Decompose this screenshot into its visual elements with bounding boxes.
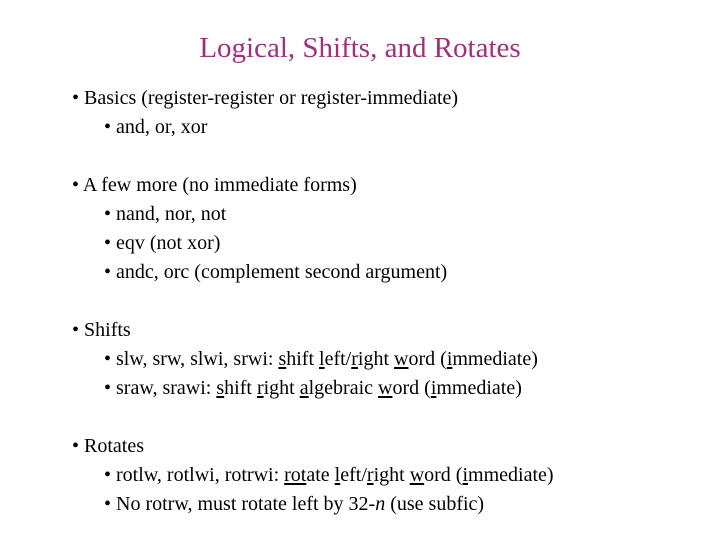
text-fragment: ate [306,464,335,486]
sub-bullet-sraw [72,374,712,403]
text-fragment: ight [373,464,410,486]
mnemonic-letter: w [394,348,409,370]
text-fragment: ord ( [424,464,463,486]
sub-bullet-andc [72,258,712,287]
rotate-item-prefix: rotlw, rotlwi, rotrwi: [116,464,285,486]
rotate-item-text [116,464,554,486]
slide-body [72,84,712,519]
mnemonic-letter: s [216,377,225,399]
mnemonic-letter: i [462,464,469,486]
mnemonic-letter: r [256,377,264,399]
text-fragment: ight [263,377,300,399]
mnemonic-letter: rot [284,464,307,486]
text-fragment: mmediate) [436,377,522,399]
bullet-basics [72,84,712,113]
bullet-marker: • [104,261,112,283]
text-fragment: mmediate) [452,348,538,370]
text-fragment: lgebraic [308,377,379,399]
text-fragment: hift [224,377,257,399]
bullet-marker: • [104,203,112,225]
bullet-shifts [72,316,712,345]
text-fragment: hift [286,348,320,370]
mnemonic-letter: w [409,464,425,486]
sub-bullet-eqv [72,229,712,258]
bullet-marker: • [72,174,80,196]
slide-title: Logical, Shifts, and Rotates [199,32,521,64]
text-fragment: (use subfic) [385,493,485,515]
bullet-rotates [72,432,712,461]
mnemonic-letter: i [446,348,453,370]
few-more-heading: A few more (no immediate forms) [82,174,357,196]
sub-bullet-rotlw [72,461,712,490]
mnemonic-letter: i [430,377,437,399]
spacer [72,287,712,316]
bullet-marker: • [72,435,80,457]
basics-heading: Basics (register-register or register-immediate) [84,87,459,109]
bullet-marker: • [72,87,80,109]
shift-item-text [116,377,522,399]
bullet-marker: • [104,348,112,370]
bullet-few-more [72,171,712,200]
mnemonic-letter: a [299,377,309,399]
shift-item-prefix: sraw, srawi: [116,377,217,399]
text-fragment: ord ( [392,377,431,399]
bullet-marker: • [104,493,112,515]
shift-item-text [116,348,538,370]
bullet-marker: • [72,319,80,341]
mnemonic-letter: r [351,348,358,370]
mnemonic-letter: s [278,348,287,370]
few-more-item: eqv (not xor) [116,232,221,254]
shifts-heading: Shifts [84,319,131,341]
text-fragment: ight [357,348,395,370]
rotate-item-text [116,493,484,515]
text-fragment: eft/ [340,464,367,486]
variable-n: n [375,493,386,515]
bullet-marker: • [104,232,112,254]
spacer [72,142,712,171]
sub-bullet-and-or-xor [72,113,712,142]
sub-bullet-nand [72,200,712,229]
mnemonic-letter: w [378,377,393,399]
bullet-marker: • [104,377,112,399]
few-more-item: andc, orc (complement second argument) [116,261,448,283]
shift-item-prefix: slw, srw, slwi, srwi: [116,348,279,370]
bullet-marker: • [104,464,112,486]
rotates-heading: Rotates [84,435,145,457]
bullet-marker: • [104,116,112,138]
rotate-item-prefix: No rotrw, must rotate left by 32- [116,493,376,515]
mnemonic-letter: l [334,464,341,486]
mnemonic-letter: l [319,348,325,370]
text-fragment: mmediate) [468,464,554,486]
sub-bullet-slw [72,345,712,374]
few-more-item: nand, nor, not [116,203,227,225]
spacer [72,403,712,432]
text-fragment: ord ( [408,348,447,370]
basics-item: and, or, xor [116,116,208,138]
mnemonic-letter: r [366,464,374,486]
text-fragment: eft/ [324,348,352,370]
sub-bullet-no-rotrw [72,490,712,519]
